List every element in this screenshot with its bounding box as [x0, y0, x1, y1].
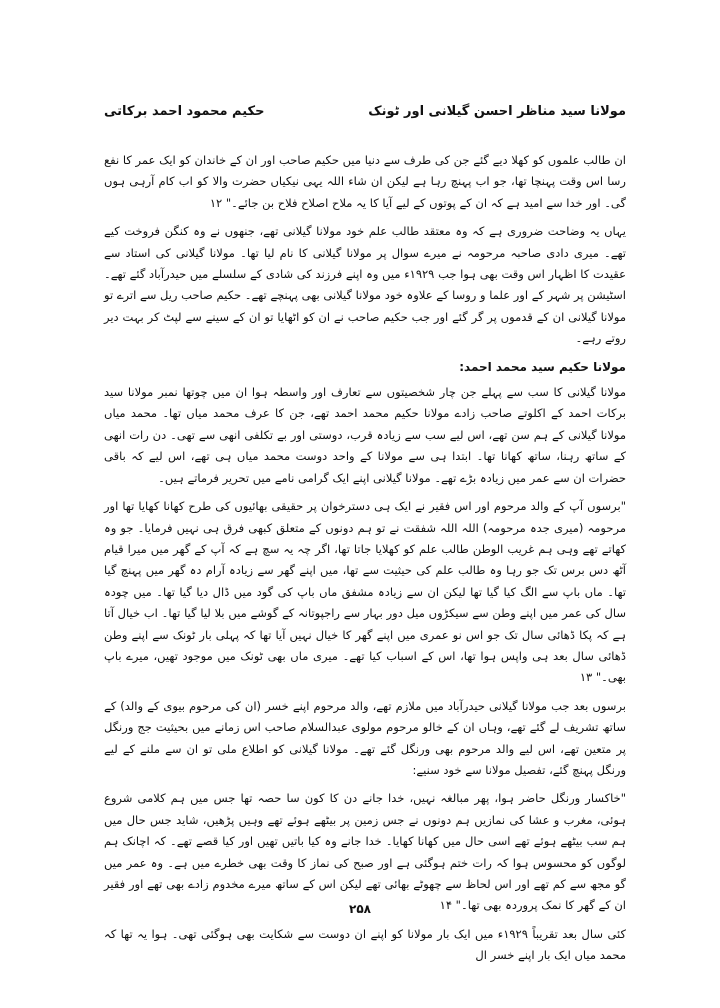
header-author: حکیم محمود احمد برکاتی	[104, 104, 265, 119]
quote-paragraph: "برسوں آپ کے والد مرحوم اور اس فقیر نے ایک ہی دسترخوان پر حقیقی بھائیوں کی طرح کھانا کھایا تھا اور مرحومہ (میری جدہ مرحومہ) اللہ اللہ شفقت نے تو ہم دونوں کے متعلق کبھی فرق ہی نہیں فرمایا۔ جو وہ کھاتے تھے وہی ہم غریب الوطن طالب علم کو کھلایا جاتا تھا، اگر چہ یہ سچ ہے کہ آپ کے گھر میں میرا قیام آٹھ دس برس تک جو رہا وہ طالب علم کی حیثیت سے تھا، میں اپنے گھر سے زیادہ آرام دہ گھر میں پہنچ گیا تھا۔ ماں باپ سے الگ کیا گیا تھا لیکن ان سے زیادہ مشفق ماں باپ کی گود میں ڈال دیا گیا تھا۔ میں چودہ سال کی عمر میں اپنے وطن سے سیکڑوں میل دور بہار سے راجپوتانہ کے گوشے میں بلا لیا گیا تھا۔ اب خیال آتا ہے کہ پکا ڈھائی سال تک جو اس نو عمری میں اپنے گھر کا خیال نہیں آیا تھا کہ پہلی بار ٹونک سے اپنے وطن ڈھائی سال بعد ہی واپس ہوا تھا، اس کے اسباب کیا تھے۔ میری ماں بھی ٹونک میں موجود تھیں، میرے باپ بھی۔" ۱۳	[104, 499, 626, 685]
paragraph: ان طالب علموں کو کھلا دیے گئے جن کی طرف سے دنیا میں حکیم صاحب اور ان کے خاندان کو ایک عمر کا نفع رسا اس وقت پہنچا تھا، جو اب پہنچ رہا ہے لیکن ان شاء اللہ یہی نیکیاں حضرت والا کو اب کام آرہی ہوں گی۔ اور خدا سے امید ہے کہ ان کے پوتوں کے لیے آیا کا یہ ملاح اصلاح فلاح بن جائے۔" ۱۲	[104, 153, 626, 210]
running-header	[104, 104, 626, 119]
paragraph: برسوں بعد جب مولانا گیلانی حیدرآباد میں ملازم تھے، والد مرحوم اپنے خسر (ان کی مرحوم بیوی کے والد) کے ساتھ تشریف لے گئے تھے، وہاں ان کے خالو مرحوم مولوی عبدالسلام صاحب اس زمانے میں بحیثیت جج ورنگل پر متعین تھے، اس لیے والد مرحوم بھی ورنگل گئے تھے۔ مولانا گیلانی کو اطلاع ملی تو ان سے ملنے کے لیے ورنگل پہنچ گئے، تفصیل مولانا سے خود سنیے:	[104, 698, 626, 777]
page-number: ۲۵۸	[349, 902, 371, 916]
paragraph: کئی سال بعد تقریباً ۱۹۲۹ء میں ایک بار مولانا کو اپنے ان دوست سے شکایت بھی ہوگئی تھی۔ ہوا یہ تھا کہ محمد میاں ایک بار اپنے خسر ال	[104, 926, 626, 963]
header-title: مولانا سید مناظر احسن گیلانی اور ٹونک	[368, 104, 626, 119]
paragraph: مولانا گیلانی کا سب سے پہلے جن چار شخصیتوں سے تعارف اور واسطہ ہوا ان میں چوتھا نمبر مولانا سید برکات احمد کے اکلوتے صاحب زادے مولانا حکیم محمد احمد تھے، جن کا عرف محمد میاں تھا۔ محمد میاں مولانا گیلانی کے ہم سن تھے، اس لیے سب سے زیادہ قرب، دوستی اور بے تکلفی انھی سے تھی۔ دن رات انھی کے ساتھ رہنا، ساتھ کھانا تھا۔ ابتدا ہی سے مولانا کے واحد دوست محمد میاں ہی تھے، اس لیے کہ باقی حضرات ان سے عمر میں زیادہ بڑے تھے۔ مولانا گیلانی اپنے ایک گرامی نامے میں تحریر فرماتے ہیں۔	[104, 385, 626, 485]
quote-paragraph: "خاکسار ورنگل حاضر ہوا، پھر مبالغہ نہیں، خدا جانے دن کا کون سا حصہ تھا جس میں ہم کلامی شروع ہوئی، مغرب و عشا کی نمازیں ہم دونوں نے جس زمین پر بیٹھے ہوئے تھے وہیں پڑھیں، شاید جس حال میں ہم سب بیٹھے ہوئے تھے اسی حال میں کھانا کھایا۔ خدا جانے وہ کیا باتیں تھیں اور کیا قصے تھے۔ کہ اچانک ہم لوگوں کو محسوس ہوا کہ رات ختم ہوگئی ہے اور صبح کی نماز کا وقت بھی خطرے میں ہے۔ وہ عمر میں گو مجھ سے کم تھے اور اس لحاظ سے چھوٹے بھائی تھے لیکن اس کے ساتھ میرے مخدوم زادے بھی تھے اور فقیر ان کے گھر کا نمک پروردہ بھی تھا۔" ۱۴	[104, 791, 626, 913]
paragraph: یہاں یہ وضاحت ضروری ہے کہ وہ معتقد طالب علم خود مولانا گیلانی تھے، جنھوں نے وہ کنگن فروخت کیے تھے۔ میری دادی صاحبہ مرحومہ نے میرے سوال پر مولانا گیلانی کا نام لیا تھا۔ مولانا گیلانی کی استاد سے عقیدت کا اظہار اس وقت بھی ہوا جب ۱۹۲۹ء میں وہ اپنے فرزند کی شادی کے سلسلے میں حیدرآباد گئے تھے۔ اسٹیشن پر شہر کے اور علما و روسا کے علاوہ خود مولانا گیلانی بھی پہنچے تھے۔ حکیم صاحب ریل سے اترے تو مولانا گیلانی ان کے قدموں پر گر گئے اور جب حکیم صاحب نے ان کو اٹھایا تو ان کے سینے سے لپٹ کر بہت دیر روتے رہے۔	[104, 224, 626, 346]
section-heading: مولانا حکیم سید محمد احمد:	[459, 359, 626, 374]
